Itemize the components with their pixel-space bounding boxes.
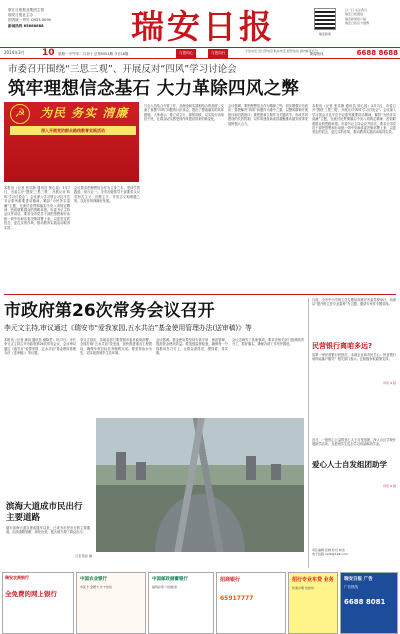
page-reference[interactable]: 详见 9 版 (383, 484, 396, 488)
party-emblem-icon: ☭ (10, 104, 30, 124)
masthead-line: 瑞安日报社主办 (8, 13, 34, 18)
editor-line: 责任编辑 张晓 校对 林洁 (312, 548, 345, 552)
ad-title: 中国邮政储蓄银行 (152, 577, 188, 582)
ad-block[interactable] (340, 572, 398, 634)
lead-column: 与会人员结合分管工作，从理论和实践相结合的高度，交流了查摆“四风”问题的认识体会，提出了整改落实的具体措施。大家表示，要立说立行、即知即改，以实际行动取信于民，让群众切实感受到作风建设带来的新变化。 (144, 104, 224, 122)
issue-date: 2014年3月 (4, 50, 25, 55)
sidebar-intro: 日前，全市中小学班主任专题培训班在市委党校举行，培训以“提升班主任专业素养”为主题，邀请专家作专题讲座。 (312, 298, 396, 307)
meeting-column: 李元文指出，各地各部门要按照市委市政府部署，全面打响“五水共治”攻坚战，加快推进重点工程建设，确保年度目标任务顺利完成。要坚持治水为先，切实改善城乡生态环境。 (80, 338, 152, 356)
ad-title: 全免费的网上银行 (5, 590, 57, 598)
ad-phone: 65917777 (220, 595, 254, 602)
sidebar-text: 省第一家民营银行获批后，本地企业和市民关心：民营银行何时能落户瑞安？相关部门表示，正积极争取政策支持。 (312, 353, 396, 362)
banner-subtitle: 深入开展党的群众路线教育实践活动 (10, 126, 136, 135)
news-hotline-label: 新闻热线 (310, 52, 324, 56)
ad-block[interactable] (148, 572, 214, 634)
lead-column: 会议强调，要把理想信念作为精神之钙，切实增强宗旨意识；要把解决“四风”问题作为重中之重，以整风精神开展批评和自我批评；要把建章立制作为关键环节，形成作风建设的长效机制，以作风建设新成效凝聚推动瑞安改革发展的强大合力。 (228, 104, 308, 126)
slogan-tab: 与您同行 (208, 49, 228, 58)
campaign-banner (4, 102, 139, 182)
ad-block[interactable] (288, 572, 338, 634)
meeting-column: 会议强调，基金使用要坚持专款专用、规范管理，提高资金使用效益。要加强监督检查，确保每一分钱都用在刀刃上，让群众看得见、摸得着、得实惠。 (156, 338, 228, 356)
ad-sub: 广告热线 (344, 585, 358, 589)
building-silhouette (136, 462, 146, 480)
sidebar-text: 近日，一批热心公益的爱心人士自发组团，深入山区学校开展助学活动，为贫困学生送去学习用品和助学金。 (312, 438, 396, 447)
coastal-road-photo (96, 418, 304, 552)
sidebar-story-banking[interactable] (312, 342, 396, 385)
building-silhouette (246, 456, 256, 480)
page-reference[interactable]: 详见 4 版 (383, 381, 396, 385)
photo-credit: 记者 陈孙 摄 (75, 554, 92, 558)
editor-credits (312, 548, 396, 556)
ad-title: 中国农业银行 (80, 577, 107, 582)
sidebar-headline: 爱心人士自发组团助学 (312, 460, 387, 469)
qr-label: 瑞安新闻 (318, 32, 331, 36)
meeting-subhead: 李元文主持,审议通过《瑞安市“爱我家园,五水共治”基金使用管理办法(送审稿)》等 (4, 324, 252, 332)
weixin-info (345, 8, 393, 38)
meeting-headline: 市政府第26次常务会议召开 (4, 301, 215, 321)
building-silhouette (271, 464, 281, 480)
masthead-hotline: 新闻热线 65888888 (8, 23, 44, 28)
building-silhouette (116, 452, 126, 480)
meeting-column: 本报讯（记者 唐诗 通讯员 谢晓君）3月7日，市长李元文主持召开市政府第26次常务会议，会议审议通过《瑞安市“爱我家园、五水共治”基金使用管理办法（送审稿）》等议题。 (4, 338, 76, 356)
masthead-line: 浙江日报报业集团主管 (8, 8, 44, 12)
lead-column: 会议要求把理想信念作为立身之本，坚持学思践悟、知行合一。全市各级领导干部要带头反对形式主义、官僚主义、享乐主义和奢靡之风，以好作风保障好发展。 (74, 186, 140, 204)
sidebar-divider (308, 298, 309, 568)
masthead-info (8, 8, 88, 38)
lead-headline: 筑牢理想信念基石 大力革除四风之弊 (8, 79, 300, 99)
banner-slogan: 为民 务实 清廉 (40, 106, 129, 120)
lead-kicker: 市委召开围绕“三思三观”、开展反对“四风”学习讨论会 (8, 64, 237, 75)
weixin-line: 瑞安新闻客户端 (345, 16, 367, 21)
qr-code[interactable] (314, 8, 336, 30)
ad-phone: 6688 8081 (344, 598, 386, 606)
masthead-line: 国内统一刊号 CN33-0090 (8, 18, 51, 23)
photo-caption: 瑞安滨海大道自建成通车以来，已成为市民出行的主要通道，沿线道路宽敞、绿化优美，极大地方便了群众出行。 (6, 526, 90, 535)
lead-column: 本报讯（记者 张乐静 通讯员 钟心瑶）3月7日，市委召开“围绕‘三思三观’、开展反对‘四风’学习讨论会”。会议深入学习领会习近平总书记系列重要讲话精神，紧扣“为民务实清廉”主题，交流讨论贯彻落实中央八项规定精神、密切联系群众的思路举措。市委书记主持会议并讲话，要求全市党员干部把思想和行动统一到中央和省委决策部署上来，以更坚定的信念、更扎实的作风，推动教育实践活动取得实效。 (312, 104, 396, 135)
sidebar-headline: 民营银行离咱多远? (312, 342, 373, 350)
weixin-line: 瑞安日报官方微博 (345, 21, 370, 26)
ad-block[interactable] (216, 572, 286, 634)
email-line: 电子信箱 radb@126.com (312, 552, 348, 556)
weixin-line: 瑞安日报微信 (345, 12, 364, 17)
ad-sub: 快速办理 放款快 (292, 586, 314, 590)
section-divider (4, 294, 396, 295)
news-hotline-number: 6688 8688 (356, 49, 398, 57)
issue-info: 星期一 甲午年二月初十 总第5051期 今日16版 (58, 52, 129, 56)
photo-title: 滨海大道成市民出行主要道路 (6, 502, 83, 523)
slogan-tab: 与您同心 (176, 49, 196, 58)
ad-sub: 市民卡·金穗卡 办卡热线 (80, 585, 112, 589)
weixin-line: 扫一扫 关注我们 (345, 8, 367, 12)
date-bar (0, 47, 400, 59)
ad-sub: 福利彩票 分批邮寄 (152, 585, 177, 589)
ad-block[interactable] (2, 572, 74, 634)
issue-day: 10 (42, 48, 55, 58)
ad-title: 招商银行 (220, 577, 241, 583)
newspaper-title: 瑞安日报 (131, 7, 275, 46)
meeting-column: 会议还研究了其他事项，要求各相关部门按照职责分工，抓好落实，确保各项工作有序推进。 (232, 338, 304, 347)
lead-column: 本报讯（记者 张乐静 通讯员 钟心瑶）3月7日，市委召开“围绕‘三思三观’、开展反对‘四风’学习讨论会”。会议深入学习领会习近平总书记系列重要讲话精神，紧扣“为民务实清廉”主题，交流讨论贯彻落实中央八项规定精神、密切联系群众的思路举措。市委书记主持会议并讲话，要求全市党员干部把思想和行动统一到中央和省委决策部署上来，以更坚定的信念、更扎实的作风，推动教育实践活动取得实效。 (4, 186, 70, 230)
ad-title: 招行专业车贷 业务 (292, 577, 334, 583)
ad-block[interactable] (76, 572, 146, 634)
ad-sub: 瑞安农商银行 (5, 575, 29, 580)
sidebar-story-charity[interactable] (312, 438, 396, 488)
contact-note: 专线电话·发行部电话 联系电话 经营热线 国内邮发代号 (245, 49, 318, 53)
ad-title: 瑞安日报 广告 (344, 577, 373, 582)
